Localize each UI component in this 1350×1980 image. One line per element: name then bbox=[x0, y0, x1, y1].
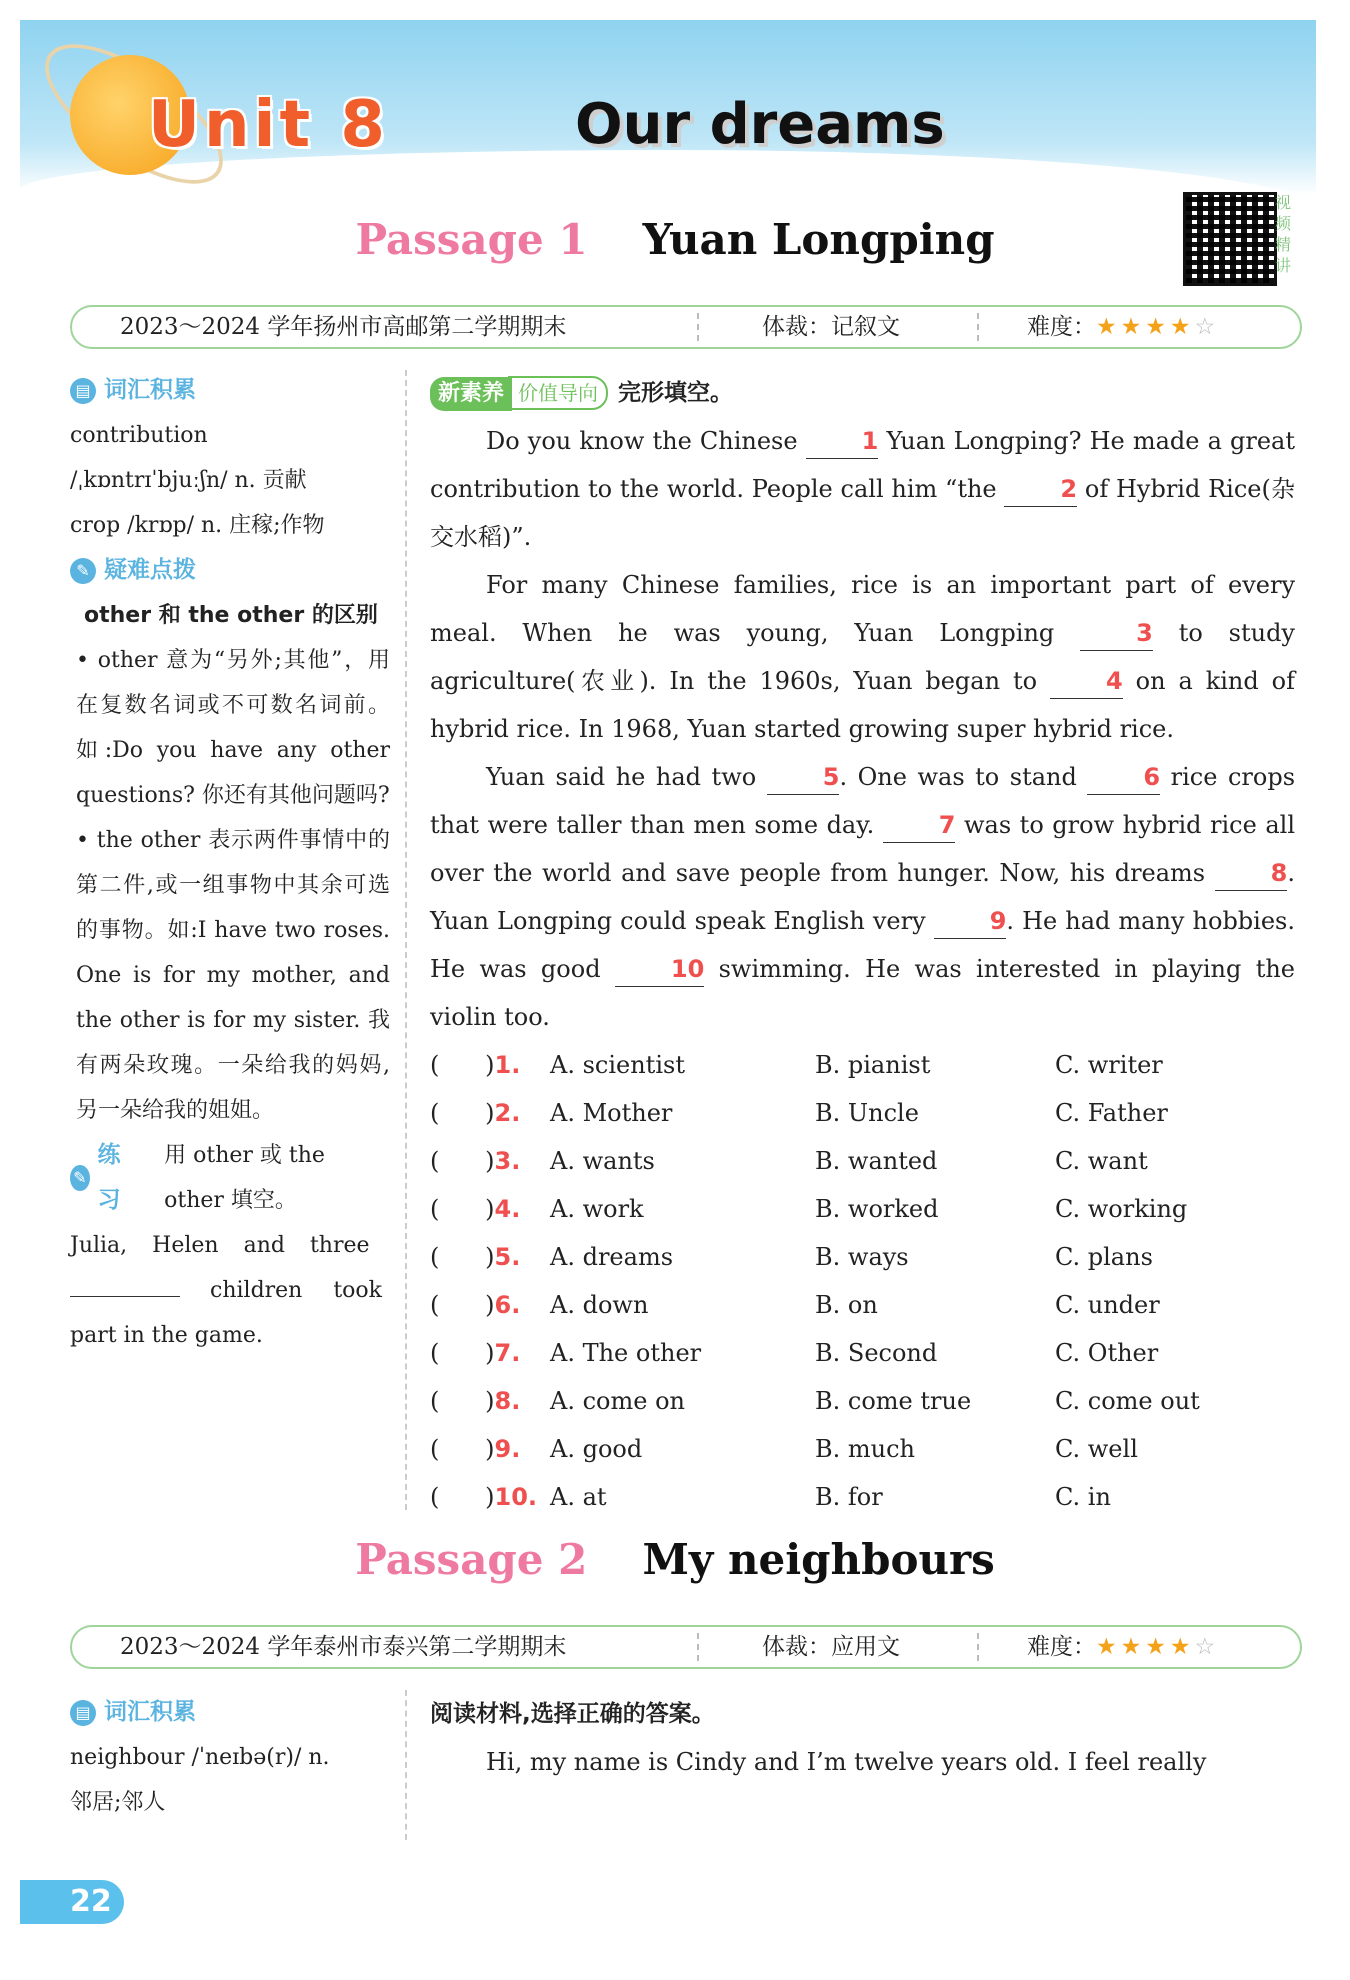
answer-bracket[interactable]: ( )5. bbox=[430, 1243, 521, 1271]
practice-blank[interactable] bbox=[70, 1272, 180, 1297]
option-b[interactable]: B. come true bbox=[815, 1387, 972, 1415]
blank-9[interactable]: 9 bbox=[934, 904, 1007, 939]
answer-bracket[interactable]: ( )4. bbox=[430, 1195, 521, 1223]
difficulty-label bbox=[1027, 1627, 1220, 1667]
blank-7[interactable]: 7 bbox=[883, 808, 956, 843]
vocab-item: contribution bbox=[70, 423, 208, 448]
blank-10[interactable]: 10 bbox=[615, 952, 704, 987]
answer-bracket[interactable]: ( )9. bbox=[430, 1435, 521, 1463]
column-divider bbox=[405, 1690, 407, 1840]
option-c[interactable]: C. Other bbox=[1055, 1339, 1159, 1367]
answer-bracket[interactable]: ( )10. bbox=[430, 1483, 538, 1511]
text: was to grow hybrid rice all over the world and save people from hunger. Now, his dreams bbox=[430, 811, 1295, 887]
practice-heading bbox=[70, 1133, 390, 1223]
option-b[interactable]: B. much bbox=[815, 1435, 916, 1463]
passage2-heading bbox=[0, 1535, 1350, 1584]
vocab-item: /ˌkɒntrɪˈbjuːʃn/ n. 贡献 bbox=[70, 468, 307, 493]
option-b[interactable]: B. wanted bbox=[815, 1147, 938, 1175]
option-a[interactable]: A. Mother bbox=[550, 1099, 673, 1127]
passage1-heading bbox=[0, 215, 1350, 264]
question-number: 5. bbox=[494, 1243, 521, 1271]
text: . Yuan Longping could speak English very bbox=[430, 859, 1295, 935]
option-c[interactable]: C. under bbox=[1055, 1291, 1160, 1319]
column-divider bbox=[405, 370, 407, 1510]
answer-bracket[interactable]: ( )3. bbox=[430, 1147, 521, 1175]
practice-instruction: 用 other 或 the other 填空。 bbox=[164, 1143, 325, 1213]
book-icon: ▤ bbox=[70, 1700, 96, 1726]
passage1-info-bar bbox=[70, 305, 1302, 349]
vocab-title: 词汇积累 bbox=[104, 377, 196, 403]
practice-question-line3: part in the game. bbox=[70, 1323, 263, 1348]
option-a[interactable]: A. down bbox=[550, 1291, 649, 1319]
option-a[interactable]: A. dreams bbox=[550, 1243, 674, 1271]
text: . One was to stand bbox=[839, 763, 1088, 791]
option-row bbox=[430, 1233, 1295, 1281]
text: on a kind of hybrid rice. In 1968, Yuan started growing super hybrid rice. bbox=[430, 667, 1295, 743]
option-c[interactable]: C. come out bbox=[1055, 1387, 1200, 1415]
question-number: 1. bbox=[494, 1051, 521, 1079]
difficulty-label bbox=[1027, 307, 1220, 347]
option-a[interactable]: A. wants bbox=[550, 1147, 655, 1175]
vocab-item: neighbour /ˈneɪbə(r)/ n. bbox=[70, 1745, 330, 1770]
question-number: 9. bbox=[494, 1435, 521, 1463]
divider bbox=[977, 313, 979, 341]
option-c[interactable]: C. want bbox=[1055, 1147, 1148, 1175]
genre-label: 体裁：记叙文 bbox=[762, 314, 900, 340]
option-a[interactable]: A. come on bbox=[550, 1387, 685, 1415]
question-number: 10. bbox=[494, 1483, 538, 1511]
option-b[interactable]: B. on bbox=[815, 1291, 878, 1319]
difficulty-title: 疑难点拨 bbox=[104, 557, 196, 583]
option-row bbox=[430, 1425, 1295, 1473]
passage2-title: My neighbours bbox=[642, 1535, 995, 1584]
unit-subtitle: Our dreams bbox=[575, 92, 945, 157]
pencil-icon: ✎ bbox=[70, 1165, 90, 1191]
question-number: 2. bbox=[494, 1099, 521, 1127]
question-number: 3. bbox=[494, 1147, 521, 1175]
option-row bbox=[430, 1281, 1295, 1329]
book-icon: ▤ bbox=[70, 378, 96, 404]
option-row bbox=[430, 1041, 1295, 1089]
task-badge: 新素养 bbox=[430, 377, 512, 411]
option-c[interactable]: C. writer bbox=[1055, 1051, 1163, 1079]
answer-bracket[interactable]: ( )1. bbox=[430, 1051, 521, 1079]
answer-bracket[interactable]: ( )2. bbox=[430, 1099, 521, 1127]
pencil-icon: ✎ bbox=[70, 558, 96, 584]
difficulty-text: 难度： bbox=[1027, 1634, 1096, 1660]
text: to study agriculture(农业). In the 1960s, Yuan began to bbox=[430, 619, 1295, 695]
option-c[interactable]: C. plans bbox=[1055, 1243, 1153, 1271]
passage1-title: Yuan Longping bbox=[642, 215, 995, 264]
unit-title: Unit 8 bbox=[148, 88, 389, 162]
option-row bbox=[430, 1185, 1295, 1233]
difficulty-stars-icon: ★★★★ ☆ bbox=[1096, 314, 1220, 340]
paragraph-3 bbox=[430, 753, 1295, 1041]
blank-6[interactable]: 6 bbox=[1087, 760, 1160, 795]
passage2-main bbox=[430, 1690, 1295, 1786]
option-b[interactable]: B. for bbox=[815, 1483, 883, 1511]
vocab-title: 词汇积累 bbox=[104, 1699, 196, 1725]
divider bbox=[977, 1633, 979, 1661]
options-list bbox=[430, 1041, 1295, 1521]
paragraph-2 bbox=[430, 561, 1295, 753]
task-header bbox=[430, 368, 1295, 417]
grammar-point-1: • other 意为“另外;其他”，用在复数名词或不可数名词前。如:Do you have any other questions? 你还有其他问题吗? bbox=[76, 648, 390, 808]
passage2-paragraph: Hi, my name is Cindy and I’m twelve years old. I feel really bbox=[486, 1748, 1207, 1776]
genre-label: 体裁：应用文 bbox=[762, 1634, 900, 1660]
question-number: 6. bbox=[494, 1291, 521, 1319]
option-row bbox=[430, 1137, 1295, 1185]
option-c[interactable]: C. well bbox=[1055, 1435, 1138, 1463]
option-row bbox=[430, 1377, 1295, 1425]
answer-bracket[interactable]: ( )8. bbox=[430, 1387, 521, 1415]
option-a[interactable]: A. The other bbox=[550, 1339, 702, 1367]
passage1-sidebar bbox=[70, 368, 390, 1358]
blank-8[interactable]: 8 bbox=[1215, 856, 1288, 891]
task-instruction: 阅读材料,选择正确的答案。 bbox=[430, 1701, 715, 1727]
option-b[interactable]: B. Second bbox=[815, 1339, 938, 1367]
vocab-heading bbox=[70, 368, 390, 413]
vocab-item: 邻居;邻人 bbox=[70, 1790, 166, 1815]
option-b[interactable]: B. Uncle bbox=[815, 1099, 919, 1127]
question-number: 8. bbox=[494, 1387, 521, 1415]
passage1-number: Passage 1 bbox=[355, 215, 588, 264]
divider bbox=[697, 1633, 699, 1661]
option-b[interactable]: B. pianist bbox=[815, 1051, 931, 1079]
option-b[interactable]: B. ways bbox=[815, 1243, 909, 1271]
grammar-point-2: • the other 表示两件事情中的第二件,或一组事物中其余可选的事物。如:I have two roses. One is for my mother, and the other is for my sister. 我有两朵玫瑰。一朵给我的妈妈,另一朵给我的姐姐。 bbox=[76, 828, 390, 1123]
option-c[interactable]: C. working bbox=[1055, 1195, 1188, 1223]
blank-4[interactable]: 4 bbox=[1050, 664, 1123, 699]
text: Do you know the Chinese bbox=[486, 427, 806, 455]
passage1-main bbox=[430, 368, 1295, 1521]
option-row bbox=[430, 1473, 1295, 1521]
option-row bbox=[430, 1329, 1295, 1377]
option-c[interactable]: C. in bbox=[1055, 1483, 1111, 1511]
option-b[interactable]: B. worked bbox=[815, 1195, 939, 1223]
question-number: 7. bbox=[494, 1339, 521, 1367]
task-instruction: 完形填空。 bbox=[618, 380, 734, 406]
answer-bracket[interactable]: ( )7. bbox=[430, 1339, 521, 1367]
difficulty-stars-icon: ★★★★ ☆ bbox=[1096, 1634, 1220, 1660]
option-a[interactable]: A. scientist bbox=[550, 1051, 685, 1079]
blank-2[interactable]: 2 bbox=[1004, 472, 1077, 507]
practice-text: children took bbox=[210, 1278, 383, 1303]
vocab-item: crop /krɒp/ n. 庄稼;作物 bbox=[70, 513, 325, 538]
option-c[interactable]: C. Father bbox=[1055, 1099, 1168, 1127]
practice-question-line2 bbox=[70, 1268, 390, 1313]
passage2-sidebar bbox=[70, 1690, 390, 1825]
text: Yuan said he had two bbox=[486, 763, 767, 791]
grammar-heading: other 和 the other 的区别 bbox=[84, 603, 378, 628]
source-label: 2023～2024 学年泰州市泰兴第二学期期末 bbox=[120, 1634, 567, 1660]
divider bbox=[697, 313, 699, 341]
source-label: 2023～2024 学年扬州市高邮第二学期期末 bbox=[120, 314, 567, 340]
text: swimming. He was interested in playing the violin too. bbox=[430, 955, 1295, 1031]
blank-3[interactable]: 3 bbox=[1080, 616, 1153, 651]
page-number: 22 bbox=[20, 1880, 124, 1924]
text: rice crops that were taller than men some day. bbox=[430, 763, 1296, 839]
question-number: 4. bbox=[494, 1195, 521, 1223]
text: of Hybrid Rice(杂交水稻)”. bbox=[430, 475, 1296, 551]
option-row bbox=[430, 1089, 1295, 1137]
option-a[interactable]: A. at bbox=[550, 1483, 607, 1511]
option-a[interactable]: A. good bbox=[550, 1435, 643, 1463]
qr-label: 视频精讲 bbox=[1275, 193, 1292, 275]
practice-title: 练习 bbox=[97, 1142, 121, 1213]
paragraph-1 bbox=[430, 417, 1295, 561]
practice-question-line1: Julia, Helen and three bbox=[70, 1233, 370, 1258]
answer-bracket[interactable]: ( )6. bbox=[430, 1291, 521, 1319]
option-a[interactable]: A. work bbox=[550, 1195, 644, 1223]
blank-1[interactable]: 1 bbox=[806, 424, 879, 459]
text: For many Chinese families, rice is an important part of every meal. When he was young, Yuan Longping bbox=[430, 571, 1295, 647]
passage2-info-bar bbox=[70, 1625, 1302, 1669]
vocab-heading bbox=[70, 1690, 390, 1735]
difficulty-heading bbox=[70, 548, 390, 593]
task-badge-2: 价值导向 bbox=[508, 376, 608, 410]
passage2-number: Passage 2 bbox=[355, 1535, 588, 1584]
blank-5[interactable]: 5 bbox=[767, 760, 840, 795]
difficulty-text: 难度： bbox=[1027, 314, 1096, 340]
text: Yuan Longping? He made a great contribution to the world. People call him “the bbox=[430, 427, 1295, 503]
text: . He had many hobbies. He was good bbox=[430, 907, 1295, 983]
